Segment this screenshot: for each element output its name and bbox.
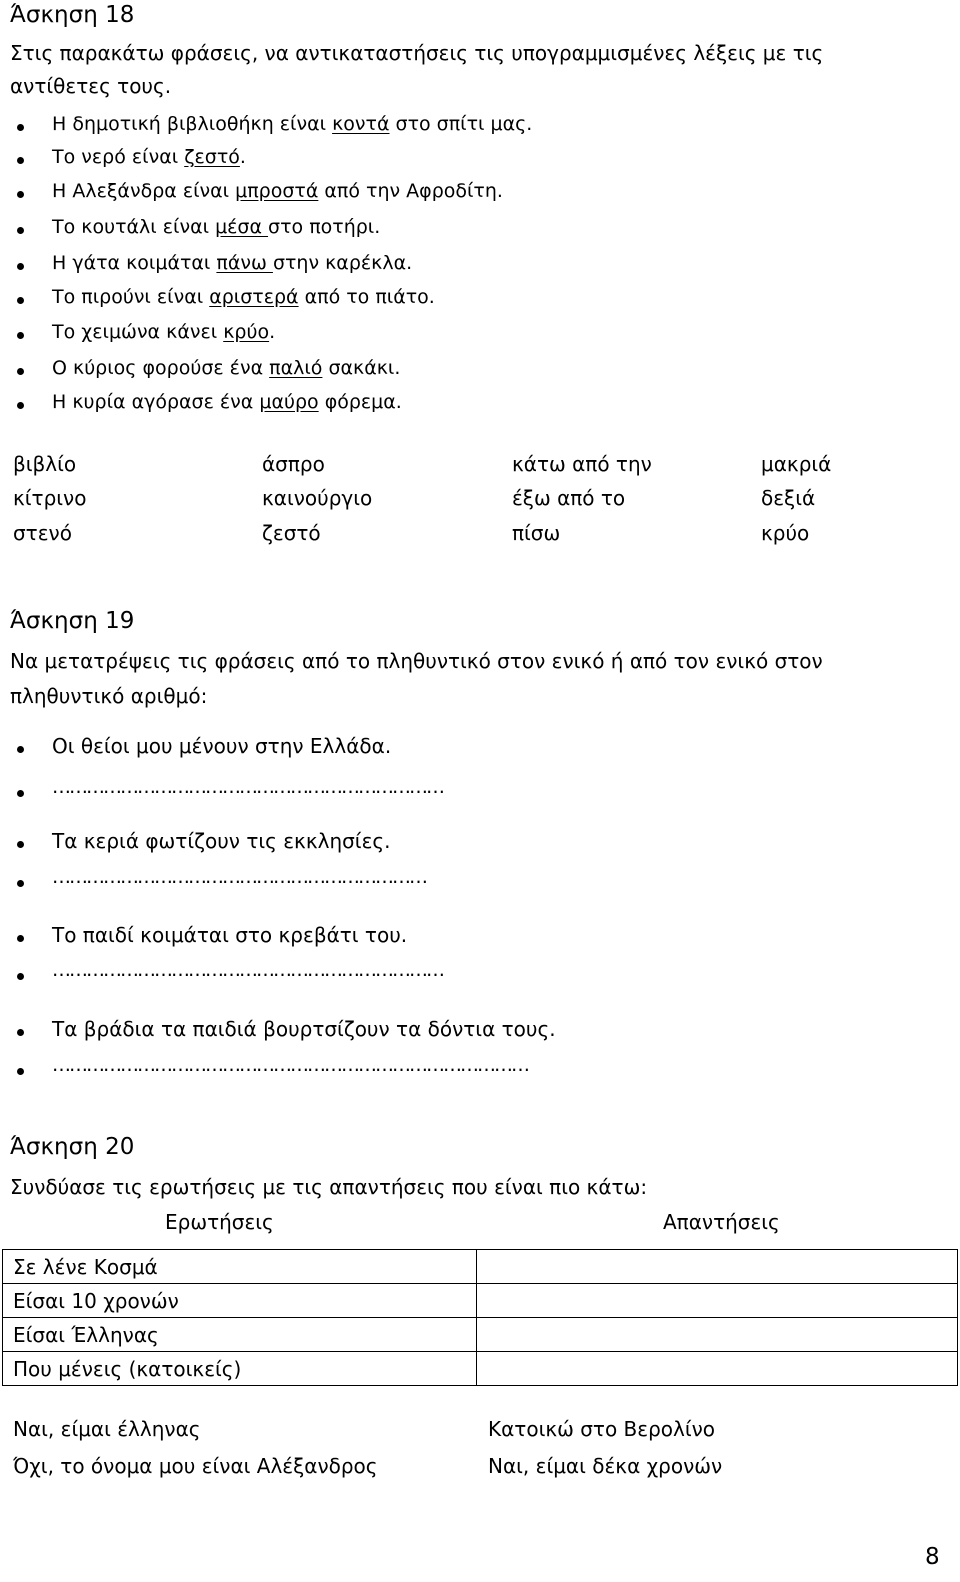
- answer-option: Όχι, το όνομα μου είναι Αλέξανδρος: [13, 1454, 378, 1478]
- underlined-word: μέσα: [215, 216, 269, 238]
- item-text: Το πιρούνι είναι: [52, 286, 210, 308]
- exercise-19-title: Άσκηση 19: [10, 608, 135, 634]
- item-text: .: [239, 146, 246, 168]
- sentence: Το παιδί κοιμάται στο κρεβάτι του.: [52, 923, 408, 947]
- underlined-word: αριστερά: [209, 286, 299, 308]
- exercise-19-instruction-line1: Να μετατρέψεις τις φράσεις από το πληθυντικό στον ενικό ή από τον ενικό στον: [10, 649, 823, 673]
- underlined-word: παλιό: [269, 357, 323, 379]
- answer-blank[interactable]: ……………………………………………………………: [52, 776, 443, 798]
- item-text: σακάκι.: [322, 357, 401, 379]
- question-cell: Είσαι Έλληνας: [3, 1318, 477, 1352]
- bullet-icon: [17, 841, 24, 848]
- answer-option: Κατοικώ στο Βερολίνο: [488, 1417, 716, 1441]
- page-number: 8: [925, 1544, 940, 1570]
- underlined-word: μπροστά: [235, 180, 319, 202]
- bullet-icon: [17, 124, 24, 131]
- word-bank-cell: άσπρο: [262, 452, 325, 476]
- underlined-word: κοντά: [332, 113, 390, 135]
- item-text: Η Αλεξάνδρα είναι: [52, 180, 236, 202]
- underlined-word: ζεστό: [184, 146, 240, 168]
- item-text: Η γάτα κοιμάται: [52, 252, 217, 274]
- bullet-icon: [17, 263, 24, 270]
- word-bank-cell: μακριά: [761, 452, 832, 476]
- bullet-icon: [17, 297, 24, 304]
- bullet-icon: [17, 1029, 24, 1036]
- bullet-icon: [17, 227, 24, 234]
- item-text: Η κυρία αγόρασε ένα: [52, 391, 260, 413]
- sentence: Τα κεριά φωτίζουν τις εκκλησίες.: [52, 829, 391, 853]
- answer-cell[interactable]: [477, 1352, 958, 1386]
- item-text: .: [269, 321, 276, 343]
- bullet-icon: [17, 332, 24, 339]
- answer-option: Ναι, είμαι έλληνας: [13, 1417, 201, 1441]
- item-text: Το κουτάλι είναι: [52, 216, 216, 238]
- question-cell: Σε λένε Κοσμά: [3, 1250, 477, 1284]
- answer-cell[interactable]: [477, 1250, 958, 1284]
- question-cell: Είσαι 10 χρονών: [3, 1284, 477, 1318]
- answers-header: Απαντήσεις: [663, 1210, 780, 1234]
- answer-blank[interactable]: …………………………………………………………………………: [52, 1054, 528, 1076]
- sentence: Τα βράδια τα παιδιά βουρτσίζουν τα δόντια τους.: [52, 1017, 556, 1041]
- word-bank-cell: στενό: [13, 521, 72, 545]
- answer-blank[interactable]: ……………………………………………………………: [52, 959, 443, 981]
- underlined-word: μαύρο: [259, 391, 319, 413]
- list-item: [52, 357, 400, 379]
- list-item: [52, 216, 380, 238]
- bullet-icon: [17, 1068, 24, 1075]
- item-text: Η δημοτική βιβλιοθήκη είναι: [52, 113, 333, 135]
- item-text: φόρεμα.: [318, 391, 402, 413]
- word-bank-cell: έξω από το: [512, 486, 626, 510]
- bullet-icon: [17, 157, 24, 164]
- underlined-word: πάνω: [216, 252, 273, 274]
- word-bank-cell: βιβλίο: [13, 452, 77, 476]
- matching-table: [2, 1249, 958, 1386]
- word-bank-cell: κρύο: [761, 521, 810, 545]
- answer-cell[interactable]: [477, 1284, 958, 1318]
- item-text: από το πιάτο.: [298, 286, 435, 308]
- word-bank-cell: κάτω από την: [512, 452, 652, 476]
- bullet-icon: [17, 973, 24, 980]
- list-item: [52, 321, 275, 343]
- item-text: Το νερό είναι: [52, 146, 185, 168]
- bullet-icon: [17, 935, 24, 942]
- item-text: Το χειμώνα κάνει: [52, 321, 224, 343]
- list-item: [52, 286, 435, 308]
- item-text: Ο κύριος φορούσε ένα: [52, 357, 270, 379]
- list-item: [52, 252, 412, 274]
- list-item: [52, 391, 402, 413]
- word-bank-cell: δεξιά: [761, 486, 816, 510]
- list-item: [52, 113, 532, 135]
- word-bank-cell: ζεστό: [262, 521, 321, 545]
- table-row: [3, 1250, 958, 1284]
- bullet-icon: [17, 746, 24, 753]
- list-item: [52, 146, 246, 168]
- item-text: στην καρέκλα.: [272, 252, 413, 274]
- exercise-20-instruction: Συνδύασε τις ερωτήσεις με τις απαντήσεις που είναι πιο κάτω:: [10, 1175, 648, 1199]
- exercise-18-instruction-line1: Στις παρακάτω φράσεις, να αντικαταστήσεις τις υπογραμμισμένες λέξεις με τις: [10, 41, 824, 65]
- bullet-icon: [17, 191, 24, 198]
- word-bank-cell: κίτρινο: [13, 486, 87, 510]
- exercise-20-title: Άσκηση 20: [10, 1134, 135, 1160]
- table-row: [3, 1284, 958, 1318]
- item-text: από την Αφροδίτη.: [318, 180, 503, 202]
- underlined-word: κρύο: [223, 321, 270, 343]
- table-row: [3, 1318, 958, 1352]
- bullet-icon: [17, 402, 24, 409]
- item-text: στο σπίτι μας.: [389, 113, 533, 135]
- answer-cell[interactable]: [477, 1318, 958, 1352]
- table-row: [3, 1352, 958, 1386]
- questions-header: Ερωτήσεις: [165, 1210, 274, 1234]
- item-text: στο ποτήρι.: [268, 216, 381, 238]
- bullet-icon: [17, 368, 24, 375]
- word-bank-cell: καινούργιο: [262, 486, 373, 510]
- sentence: Οι θείοι μου μένουν στην Ελλάδα.: [52, 734, 392, 758]
- exercise-18-instruction-line2: αντίθετες τους.: [10, 74, 172, 98]
- list-item: [52, 180, 503, 202]
- bullet-icon: [17, 790, 24, 797]
- question-cell: Που μένεις (κατοικείς): [3, 1352, 477, 1386]
- answer-option: Ναι, είμαι δέκα χρονών: [488, 1454, 723, 1478]
- exercise-18-title: Άσκηση 18: [10, 2, 135, 28]
- bullet-icon: [17, 880, 24, 887]
- exercise-19-instruction-line2: πληθυντικό αριθμό:: [10, 684, 208, 708]
- word-bank-cell: πίσω: [512, 521, 561, 545]
- answer-blank[interactable]: …………………………………………………………: [52, 866, 426, 888]
